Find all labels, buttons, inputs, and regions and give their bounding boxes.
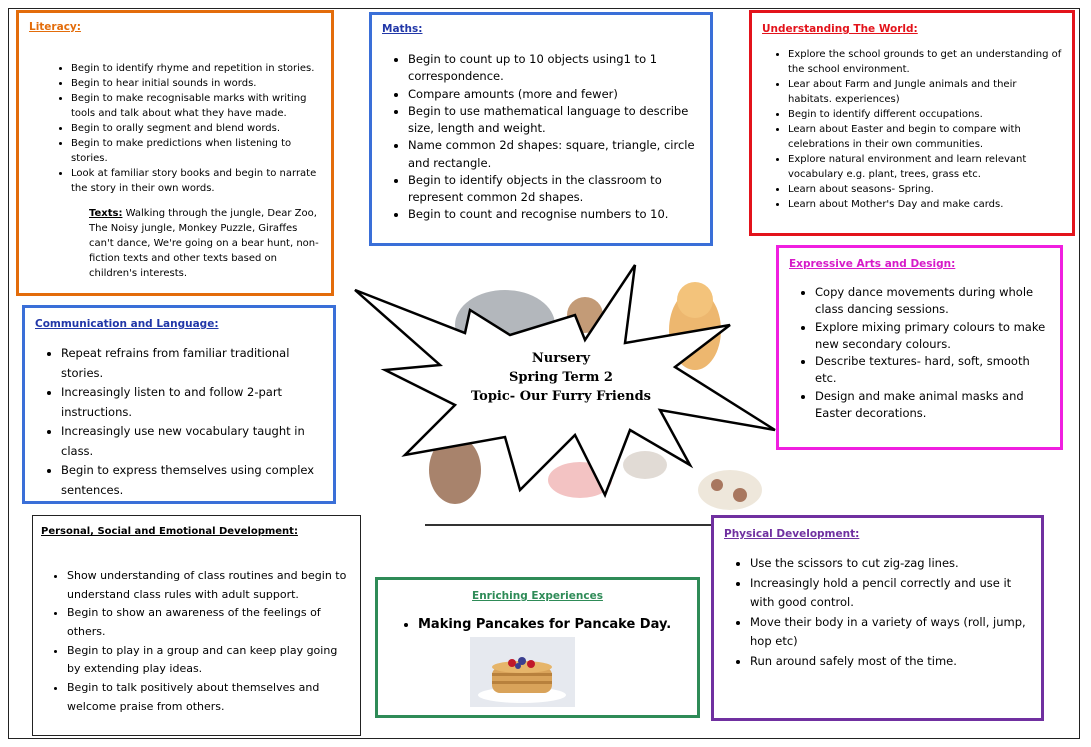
maths-box (369, 12, 713, 246)
list-item: • Use the scissors to cut zig-zag lines. (750, 554, 1031, 574)
texts-label: Texts: (89, 208, 123, 219)
psed-list (41, 567, 352, 717)
physical-box (711, 515, 1044, 721)
arts-list (789, 284, 1050, 422)
list-item: • Explore the school grounds to get an understanding of the school environment. (788, 47, 1062, 77)
enriching-list (388, 616, 687, 635)
communication-list (35, 344, 323, 500)
topic-title (447, 350, 675, 407)
list-item: • Explore mixing primary colours to make new secondary colours. (815, 319, 1050, 354)
list-item: • Repeat refrains from familiar traditional stories. (61, 344, 323, 383)
list-item: • Learn about Easter and begin to compare with celebrations in their own communities. (788, 122, 1062, 152)
arts-title: Expressive Arts and Design: (789, 258, 956, 270)
literacy-box (16, 10, 334, 296)
communication-title: Communication and Language: (35, 318, 219, 330)
list-item: • Begin to talk positively about themselves and welcome praise from others. (67, 679, 352, 716)
literacy-list (29, 61, 321, 196)
list-item: • Begin to express themselves using complex sentences. (61, 461, 323, 500)
maths-list (382, 51, 700, 224)
world-title: Understanding The World: (762, 23, 918, 35)
literacy-texts (89, 206, 321, 281)
list-item: • Begin to show an awareness of the feelings of others. (67, 604, 352, 641)
pancake-image (470, 637, 575, 707)
list-item: • Learn about seasons- Spring. (788, 182, 1062, 197)
list-item: • Begin to orally segment and blend words. (71, 121, 321, 136)
list-item: • Design and make animal masks and Easter decorations. (815, 388, 1050, 423)
physical-list (724, 554, 1031, 671)
list-item: • Begin to count and recognise numbers to 10. (408, 206, 700, 223)
psed-box (32, 515, 361, 736)
list-item: • Describe textures- hard, soft, smooth etc. (815, 353, 1050, 388)
arts-box (776, 245, 1063, 450)
list-item: • Begin to hear initial sounds in words. (71, 76, 321, 91)
world-list (762, 47, 1062, 212)
list-item: • Show understanding of class routines and begin to understand class rules with adult support. (67, 567, 352, 604)
maths-title: Maths: (382, 23, 423, 35)
texts-body: Walking through the jungle, Dear Zoo, The Noisy jungle, Monkey Puzzle, Giraffes can't dance, We're going on a bear hunt, non-fiction texts and other texts based on children's interests. (89, 208, 319, 279)
list-item: • Increasingly listen to and follow 2-part instructions. (61, 383, 323, 422)
list-item: • Begin to identify different occupations. (788, 107, 1062, 122)
list-item: • Begin to play in a group and can keep play going by extending play ideas. (67, 642, 352, 679)
list-item: • Increasingly use new vocabulary taught in class. (61, 422, 323, 461)
list-item: • Begin to make recognisable marks with writing tools and talk about what they have made. (71, 91, 321, 121)
topic-line-2: Spring Term 2 (509, 369, 613, 385)
sheep-icon (623, 451, 667, 479)
list-item: • Run around safely most of the time. (750, 652, 1031, 672)
list-item: • Making Pancakes for Pancake Day. (418, 616, 687, 635)
list-item: • Explore natural environment and learn relevant vocabulary e.g. plant, trees, grass etc. (788, 152, 1062, 182)
topic-line-1: Nursery (531, 351, 591, 366)
physical-title: Physical Development: (724, 528, 860, 540)
list-item: • Begin to count up to 10 objects using1 to 1 correspondence. (408, 51, 700, 86)
psed-title: Personal, Social and Emotional Development: (41, 526, 298, 537)
enriching-title: Enriching Experiences (472, 590, 603, 602)
world-box (749, 10, 1075, 236)
list-item: • Begin to identify rhyme and repetition in stories. (71, 61, 321, 76)
list-item: • Learn about Mother's Day and make cards. (788, 197, 1062, 212)
cow-icon (698, 470, 762, 510)
list-item: • Copy dance movements during whole class dancing sessions. (815, 284, 1050, 319)
list-item: • Compare amounts (more and fewer) (408, 86, 700, 103)
topic-line-3: Topic- Our Furry Friends (470, 388, 652, 404)
list-item: • Move their body in a variety of ways (roll, jump, hop etc) (750, 613, 1031, 652)
list-item: • Name common 2d shapes: square, triangle, circle and rectangle. (408, 137, 700, 172)
list-item: • Begin to identify objects in the classroom to represent common 2d shapes. (408, 172, 700, 207)
list-item: • Lear about Farm and Jungle animals and their habitats. experiences) (788, 77, 1062, 107)
list-item: • Begin to use mathematical language to describe size, length and weight. (408, 103, 700, 138)
communication-box (22, 305, 336, 504)
list-item: • Look at familiar story books and begin to narrate the story in their own words. (71, 166, 321, 196)
list-item: • Begin to make predictions when listening to stories. (71, 136, 321, 166)
literacy-title: Literacy: (29, 21, 81, 33)
list-item: • Increasingly hold a pencil correctly and use it with good control. (750, 574, 1031, 613)
